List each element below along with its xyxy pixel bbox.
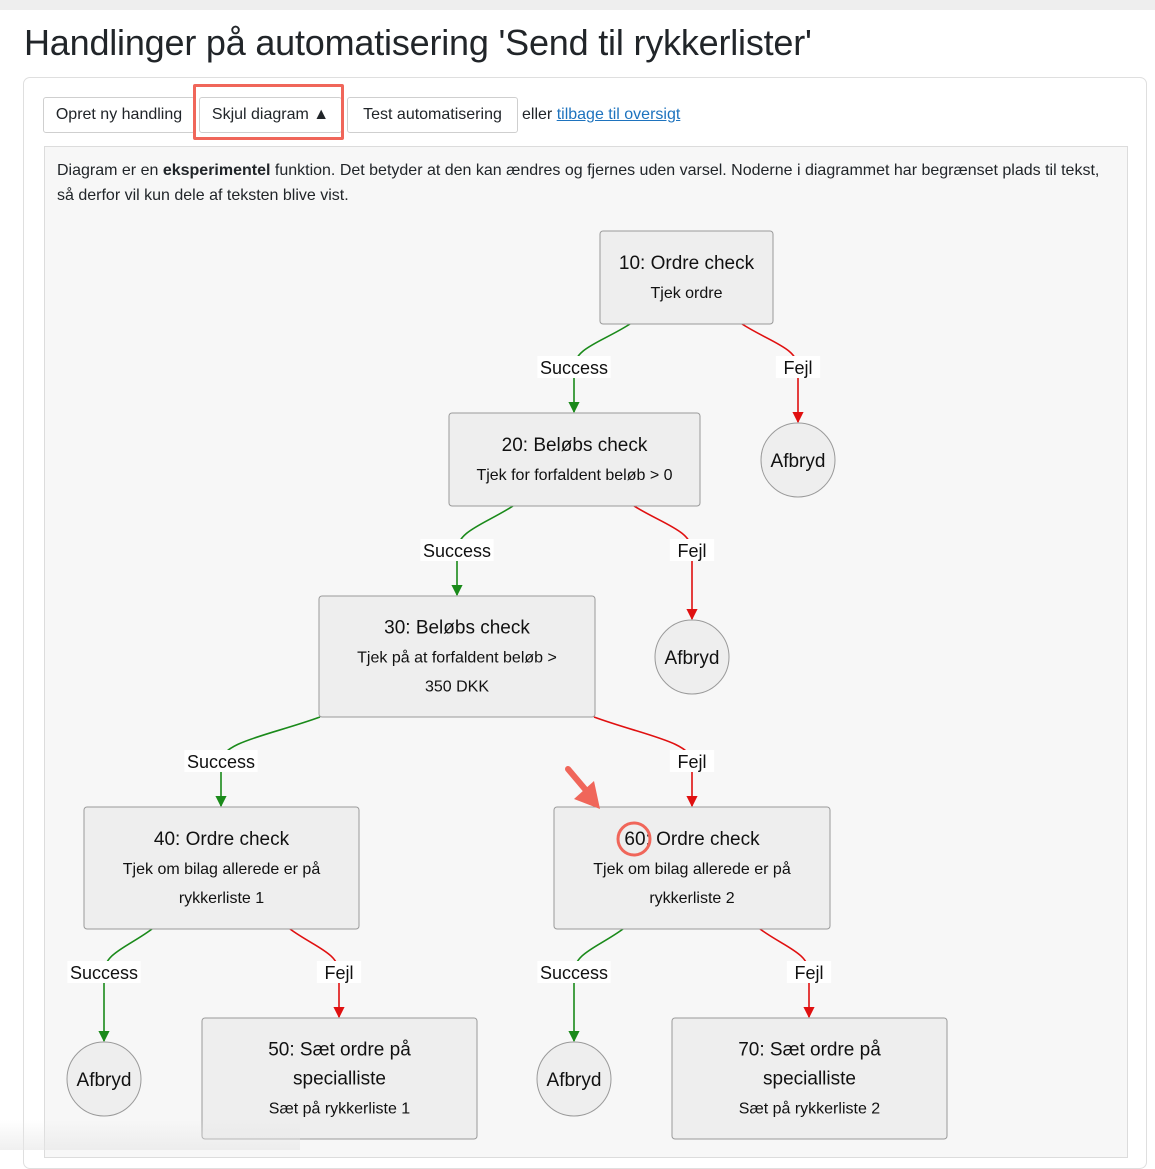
- action-node-description: Tjek på at forfaldent beløb >: [357, 649, 557, 667]
- edge-label-success: Success: [69, 963, 139, 983]
- action-node-description: rykkerliste 1: [178, 890, 265, 907]
- back-to-overview-link[interactable]: tilbage til oversigt: [556, 106, 681, 123]
- edge-label-fail: Fejl: [783, 358, 813, 378]
- action-node-description: Tjek om bilag allerede er på: [593, 861, 791, 878]
- edge-n60-a60: [574, 929, 623, 1041]
- page-title: Handlinger på automatisering 'Send til rykkerlister': [24, 22, 812, 63]
- abort-node-label: Afbryd: [76, 1070, 132, 1091]
- abort-node-label: Afbryd: [664, 648, 720, 669]
- action-node-description: Sæt på rykkerliste 2: [738, 1100, 881, 1118]
- action-node-title: 50: Sæt ordre på: [268, 1039, 411, 1061]
- action-node-title: specialliste: [293, 1068, 386, 1090]
- action-node-description: 350 DKK: [424, 678, 490, 696]
- note-prefix: Diagram er en: [57, 162, 163, 179]
- edge-label-success: Success: [539, 358, 609, 378]
- action-node-description: Sæt på rykkerliste 1: [268, 1100, 411, 1118]
- action-node-description: Tjek for forfaldent beløb > 0: [476, 467, 673, 484]
- edge-n40-a40: [104, 929, 152, 1041]
- action-node-n10[interactable]: [600, 231, 773, 324]
- abort-node-label: Afbryd: [770, 451, 826, 472]
- edge-label-fail: Fejl: [324, 963, 354, 983]
- edge-n20-a20: [634, 506, 692, 619]
- action-node-description: rykkerliste 2: [649, 890, 735, 907]
- action-node-description: Tjek ordre: [650, 285, 723, 302]
- action-node-description: Tjek om bilag allerede er på: [122, 861, 321, 878]
- edge-label-success: Success: [539, 963, 609, 983]
- action-node-title: specialliste: [763, 1068, 856, 1090]
- edge-label-fail: Fejl: [677, 541, 707, 561]
- test-automation-button[interactable]: Test automatisering: [347, 97, 518, 133]
- new-action-button[interactable]: Opret ny handling: [43, 97, 195, 133]
- action-node-title: 60: Ordre check: [624, 829, 760, 850]
- hide-diagram-button[interactable]: Skjul diagram ▲: [199, 97, 342, 133]
- abort-node-label: Afbryd: [546, 1070, 602, 1091]
- edge-label-fail: Fejl: [794, 963, 824, 983]
- note-bold: eksperimentel: [162, 162, 271, 179]
- action-node-title: 70: Sæt ordre på: [738, 1039, 881, 1061]
- action-node-n20[interactable]: [449, 413, 700, 506]
- edge-label-success: Success: [422, 541, 492, 561]
- edge-label-fail: Fejl: [677, 752, 707, 772]
- note-suffix: funktion. Det betyder at den kan ændres og fjernes uden varsel. Noderne i diagrammet har begrænset plads til tekst, så derfor vil kun dele af teksten blive vist.: [57, 162, 1100, 204]
- action-node-title: 40: Ordre check: [153, 829, 290, 850]
- action-node-title: 20: Beløbs check: [501, 435, 648, 456]
- action-node-title: 10: Ordre check: [618, 253, 755, 274]
- action-node-title: 30: Beløbs check: [384, 617, 530, 639]
- edge-label-success: Success: [186, 752, 256, 772]
- or-text: eller: [522, 106, 557, 123]
